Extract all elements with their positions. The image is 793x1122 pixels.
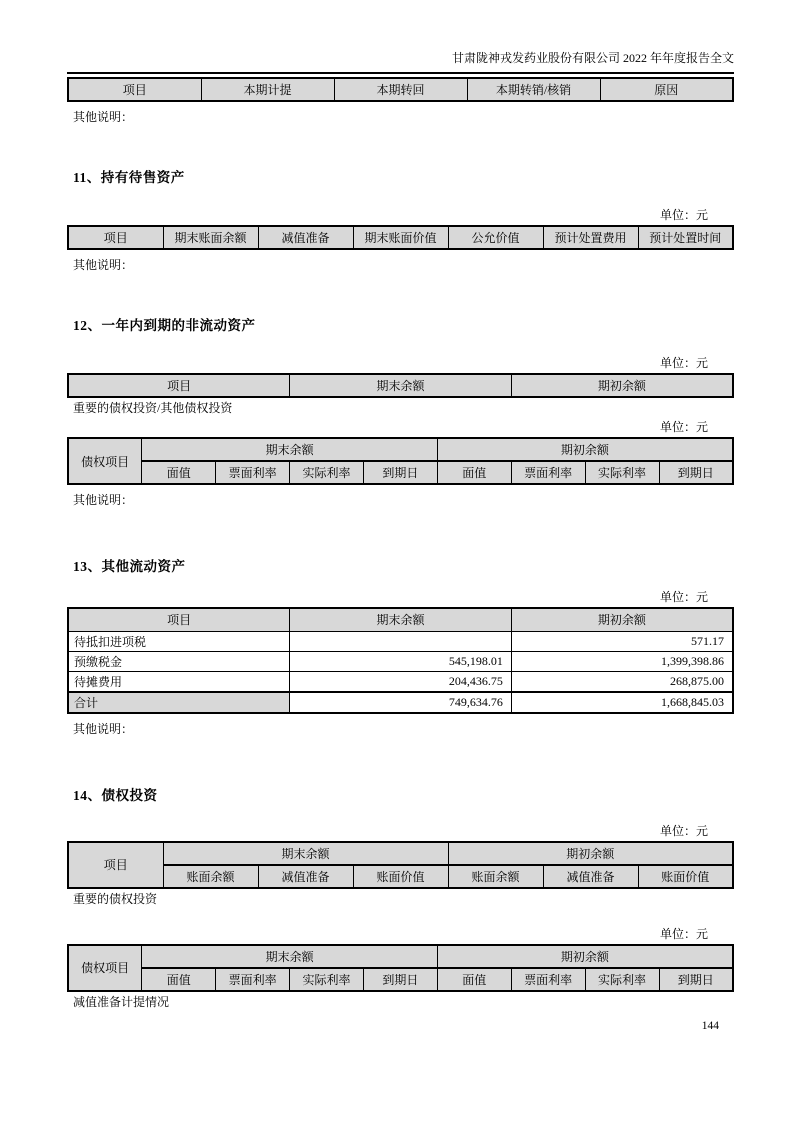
column-header: 期末余额 (290, 608, 512, 631)
column-header: 项目 (68, 78, 201, 101)
column-header: 票面利率 (216, 968, 290, 991)
opening-balance-cell: 1,668,845.03 (511, 692, 733, 713)
noncurrent-assets-due-table (67, 373, 734, 398)
column-header: 账面价值 (353, 865, 448, 888)
group-header-opening: 期初余额 (437, 438, 733, 461)
unit-label: 单位：元 (659, 590, 708, 604)
column-header: 期末余额 (290, 374, 512, 397)
debt-items-table (67, 437, 734, 485)
group-header-opening: 期初余额 (437, 945, 733, 968)
debt-investment-balance-table (67, 841, 734, 889)
section-14-title: 14、债权投资 (73, 787, 158, 803)
other-note: 其他说明： (73, 493, 134, 507)
held-for-sale-assets-table (67, 225, 734, 250)
opening-balance-cell: 1,399,398.86 (511, 651, 733, 671)
column-header: 期初余额 (511, 608, 733, 631)
column-header: 原因 (600, 78, 733, 101)
other-note: 其他说明： (73, 721, 134, 736)
other-note: 其他说明： (73, 110, 134, 124)
table-header-row (68, 78, 733, 101)
unit-label: 单位：元 (659, 420, 708, 434)
table-group-header-row (68, 945, 733, 968)
column-header: 面值 (142, 968, 216, 991)
column-header: 减值准备 (543, 865, 638, 888)
other-note: 其他说明： (73, 258, 134, 272)
column-header: 到期日 (364, 461, 438, 484)
column-header: 期初余额 (511, 374, 733, 397)
column-header: 票面利率 (216, 461, 290, 484)
unit-label: 单位：元 (659, 356, 708, 370)
table-row (68, 631, 733, 651)
column-header: 期末账面价值 (353, 226, 448, 249)
closing-balance-cell: 545,198.01 (290, 651, 512, 671)
closing-balance-cell: 749,634.76 (290, 692, 512, 713)
column-header: 实际利率 (290, 461, 364, 484)
debt-items-table (67, 944, 734, 992)
column-header: 实际利率 (585, 461, 659, 484)
group-header-closing: 期末余额 (142, 945, 438, 968)
item-cell: 待摊费用 (68, 671, 290, 692)
item-cell: 预缴税金 (68, 651, 290, 671)
important-debt-investment-note: 重要的债权投资 (73, 891, 158, 906)
table-group-header-row (68, 438, 733, 461)
table-subheader-row (68, 865, 733, 888)
column-header: 到期日 (659, 461, 733, 484)
document-header-title: 甘肃陇神戎发药业股份有限公司 2022 年年度报告全文 (67, 0, 734, 74)
column-header: 到期日 (364, 968, 438, 991)
column-header: 项目 (68, 608, 290, 631)
unit-label: 单位：元 (659, 208, 708, 222)
opening-balance-cell: 268,875.00 (511, 671, 733, 692)
column-header: 账面余额 (163, 865, 258, 888)
table-header-row (68, 374, 733, 397)
column-header: 票面利率 (511, 968, 585, 991)
group-header-closing: 期末余额 (142, 438, 438, 461)
column-header: 公允价值 (448, 226, 543, 249)
section-13-title: 13、其他流动资产 (73, 559, 186, 574)
column-header: 项目 (68, 842, 163, 888)
column-header: 减值准备 (258, 865, 353, 888)
unit-label: 单位：元 (659, 823, 708, 838)
impairment-provision-table (67, 77, 734, 102)
impairment-provision-note: 减值准备计提情况 (73, 994, 170, 1009)
column-header: 实际利率 (585, 968, 659, 991)
column-header: 到期日 (659, 968, 733, 991)
column-header: 本期转销/核销 (467, 78, 600, 101)
table-row (68, 671, 733, 692)
item-cell: 待抵扣进项税 (68, 631, 290, 651)
column-header: 本期转回 (334, 78, 467, 101)
table-header-row (68, 226, 733, 249)
group-header-closing: 期末余额 (163, 842, 448, 865)
group-header-opening: 期初余额 (448, 842, 733, 865)
page-number: 144 (701, 1019, 719, 1032)
table-subheader-row (68, 968, 733, 991)
opening-balance-cell: 571.17 (511, 631, 733, 651)
column-header: 期末账面余额 (163, 226, 258, 249)
column-header: 项目 (68, 374, 290, 397)
table-row (68, 651, 733, 671)
column-header: 面值 (437, 461, 511, 484)
table-subheader-row (68, 461, 733, 484)
section-12-title: 12、一年内到期的非流动资产 (73, 318, 256, 333)
important-debt-investment-note: 重要的债权投资/其他债权投资 (73, 401, 233, 415)
item-cell: 合计 (68, 692, 290, 713)
column-header: 预计处置时间 (638, 226, 733, 249)
closing-balance-cell: 204,436.75 (290, 671, 512, 692)
section-11-title: 11、持有待售资产 (73, 170, 185, 185)
column-header: 债权项目 (68, 945, 142, 991)
column-header: 面值 (437, 968, 511, 991)
column-header: 票面利率 (511, 461, 585, 484)
column-header: 账面价值 (638, 865, 733, 888)
table-header-row (68, 608, 733, 631)
column-header: 债权项目 (68, 438, 142, 484)
closing-balance-cell (290, 631, 512, 651)
column-header: 账面余额 (448, 865, 543, 888)
column-header: 本期计提 (201, 78, 334, 101)
column-header: 减值准备 (258, 226, 353, 249)
column-header: 面值 (142, 461, 216, 484)
unit-label: 单位：元 (659, 926, 708, 941)
table-group-header-row (68, 842, 733, 865)
column-header: 项目 (68, 226, 163, 249)
other-current-assets-table (67, 607, 734, 714)
table-total-row (68, 692, 733, 713)
column-header: 预计处置费用 (543, 226, 638, 249)
column-header: 实际利率 (290, 968, 364, 991)
